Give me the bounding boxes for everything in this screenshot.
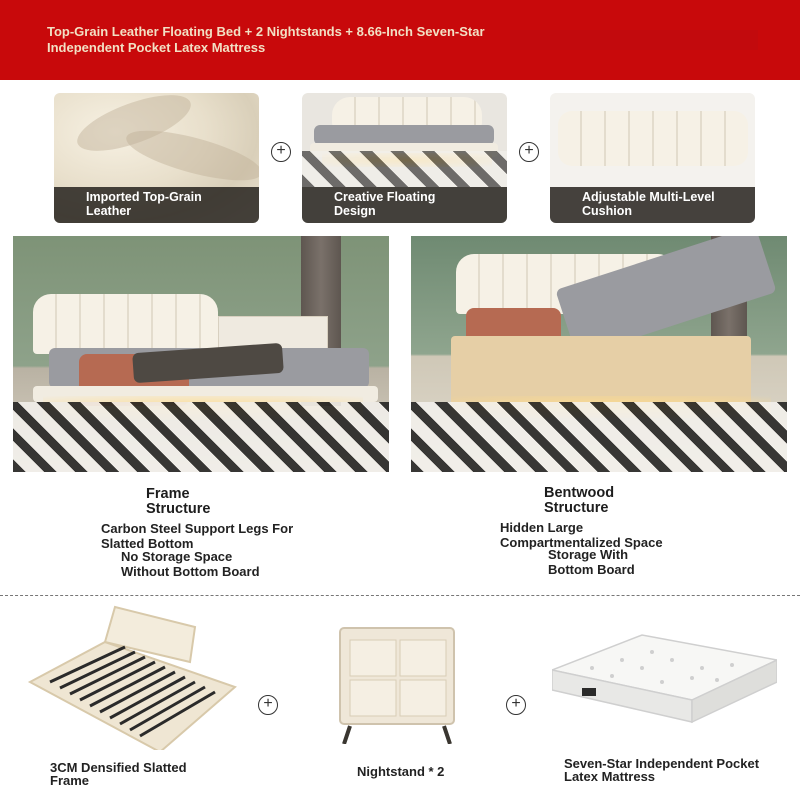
checkered-rug (411, 402, 787, 472)
frame-structure-note (121, 550, 260, 579)
feature-tile-leather (54, 93, 259, 223)
plus-icon: + (258, 695, 278, 715)
caption-line: 3CM Densified Slatted (50, 760, 187, 775)
description-line: Bottom Board (548, 561, 635, 577)
nightstand-image (336, 626, 458, 744)
heading-line: Bentwood (544, 485, 615, 501)
feature-tile-floating (302, 93, 507, 223)
product-title (47, 24, 517, 56)
description-line: Without Bottom Board (121, 563, 260, 579)
header-banner (0, 0, 800, 80)
feature-caption (54, 187, 259, 223)
heading-line: Frame (146, 486, 190, 502)
feature-caption (302, 187, 507, 223)
bed-headboard (332, 97, 482, 127)
section-divider (0, 595, 800, 596)
product-caption-mattress (564, 757, 759, 783)
cushion-headboard (558, 111, 748, 166)
heading-line: Structure (146, 500, 211, 517)
feature-caption-line: Leather (86, 204, 132, 218)
description-line: Compartmentalized Space (500, 534, 663, 550)
feature-caption-line: Creative Floating (334, 190, 436, 204)
product-caption-nightstand (357, 765, 444, 778)
heading-line: Structure (544, 499, 609, 516)
feature-caption (550, 187, 755, 223)
plus-icon: + (506, 695, 526, 715)
checkered-rug (13, 402, 389, 472)
feature-caption-line: Adjustable Multi-Level (582, 190, 715, 204)
checkered-rug (302, 151, 507, 187)
plus-icon: + (519, 142, 539, 162)
header-decoration (510, 30, 758, 50)
caption-line: Nightstand * 2 (357, 764, 445, 779)
leather-fold (122, 120, 259, 190)
bed-mattress (314, 125, 494, 145)
product-title-line-1: Top-Grain Leather Floating Bed + 2 Nightstands + 8.66-Inch Seven-Star (47, 24, 485, 39)
caption-line: Frame (50, 773, 90, 788)
description-line: Carbon Steel Support Legs For (101, 521, 294, 536)
description-line: Hidden Large (500, 520, 584, 535)
plus-icon: + (271, 142, 291, 162)
bentwood-structure-photo (411, 236, 787, 472)
bed-headboard (33, 294, 218, 354)
caption-line: Seven-Star Independent Pocket (564, 756, 760, 771)
caption-line: Latex Mattress (564, 769, 656, 784)
product-title-line-2: Independent Pocket Latex Mattress (47, 40, 266, 55)
bentwood-structure-heading (544, 486, 614, 515)
feature-caption-line: Cushion (582, 204, 632, 218)
slatted-frame-image (20, 602, 240, 750)
description-line: No Storage Space (121, 549, 233, 564)
feature-tile-cushion (550, 93, 755, 223)
feature-caption-line: Imported Top-Grain (86, 190, 202, 204)
mattress-image (552, 630, 777, 725)
bentwood-structure-note (548, 548, 635, 577)
frame-structure-heading (146, 487, 210, 516)
description-line: Slatted Bottom (101, 535, 194, 551)
product-caption-frame (50, 761, 187, 787)
bentwood-structure-description (500, 521, 663, 550)
description-line: Storage With (548, 547, 629, 562)
feature-caption-line: Design (334, 204, 376, 218)
frame-structure-photo (13, 236, 389, 472)
frame-structure-description (101, 522, 293, 551)
